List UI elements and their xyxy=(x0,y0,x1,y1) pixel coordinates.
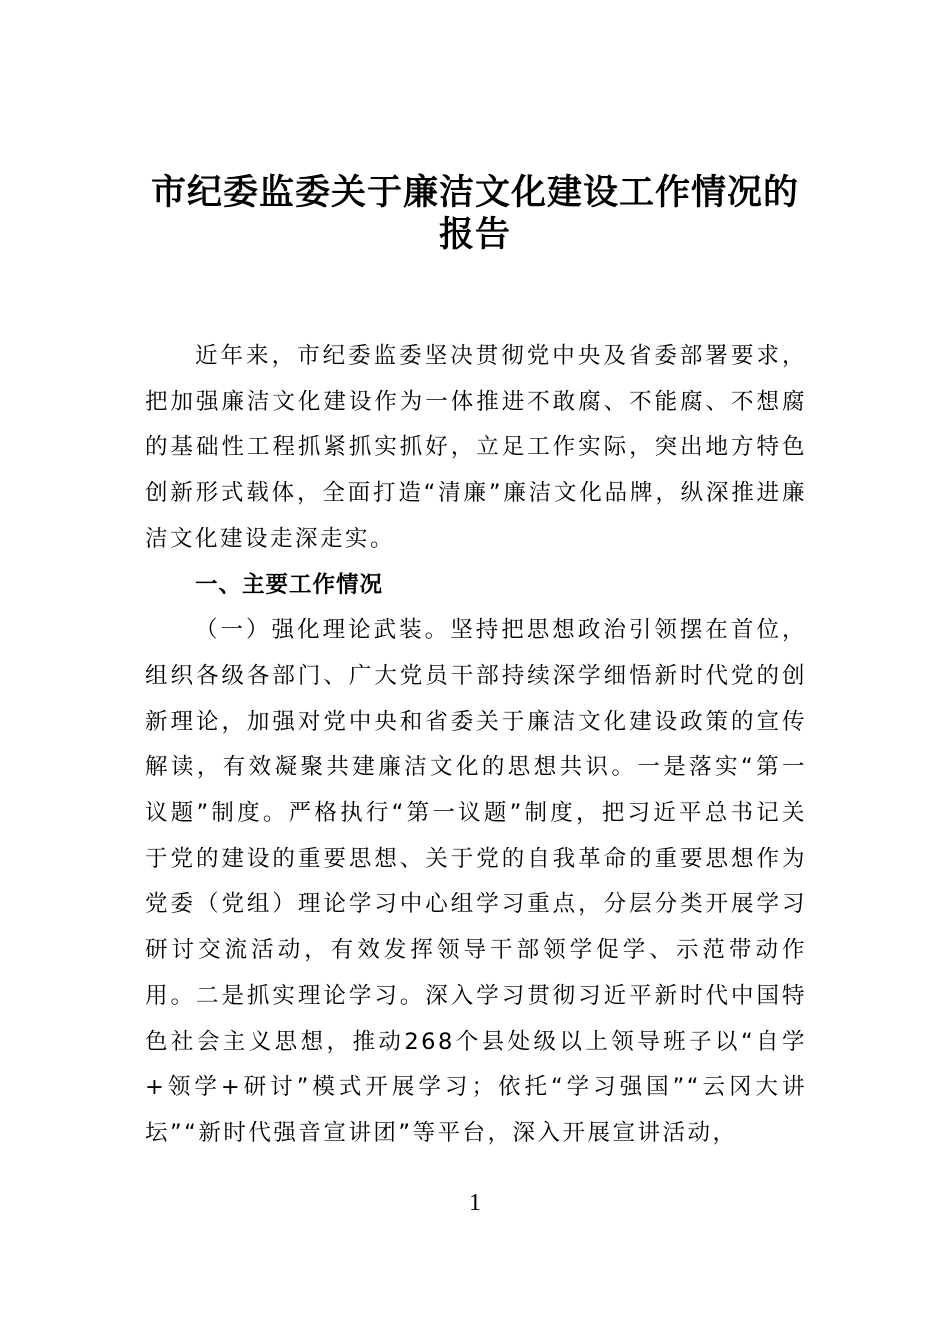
subsection-paragraph xyxy=(145,608,807,1156)
page-number: 1 xyxy=(469,1190,481,1216)
document-title-line-1: 市纪委监委关于廉洁文化建设工作情况的 xyxy=(150,172,799,213)
intro-paragraph: 近年来，市纪委监委坚决贯彻党中央及省委部署要求，把加强廉洁文化建设作为一体推进不敢腐、不能腐、不想腐的基础性工程抓紧抓实抓好，立足工作实际，突出地方特色创新形式载体，全面打造“清廉”廉洁文化品牌，纵深推进廉洁文化建设走深走实。 xyxy=(145,343,807,552)
section-heading: 一、主要工作情况 xyxy=(195,571,384,598)
subsection-lead: （一）强化理论武装。 xyxy=(195,617,451,644)
document-title-line-2: 报告 xyxy=(438,214,511,255)
subsection-body: 坚持把思想政治引领摆在首位，组织各级各部门、广大党员干部持续深学细悟新时代党的创新理论，加强对党中央和省委关于廉洁文化建设政策的宣传解读，有效凝聚共建廉洁文化的思想共识。一是落实“第一议题”制度。严格执行“第一议题”制度，把习近平总书记关于党的建设的重要思想、关于党的自我革命的重要思想作为党委（党组）理论学习中心组学习重点，分层分类开展学习研讨交流活动，有效发挥领导干部领学促学、示范带动作用。二是抓实理论学习。深入学习贯彻习近平新时代中国特色社会主义思想，推动268个县处级以上领导班子以“自学+领学+研讨”模式开展学习；依托“学习强国”“云冈大讲坛”“新时代强音宣讲团”等平台，深入开展宣讲活动， xyxy=(145,617,807,1146)
document-body xyxy=(145,334,807,1157)
